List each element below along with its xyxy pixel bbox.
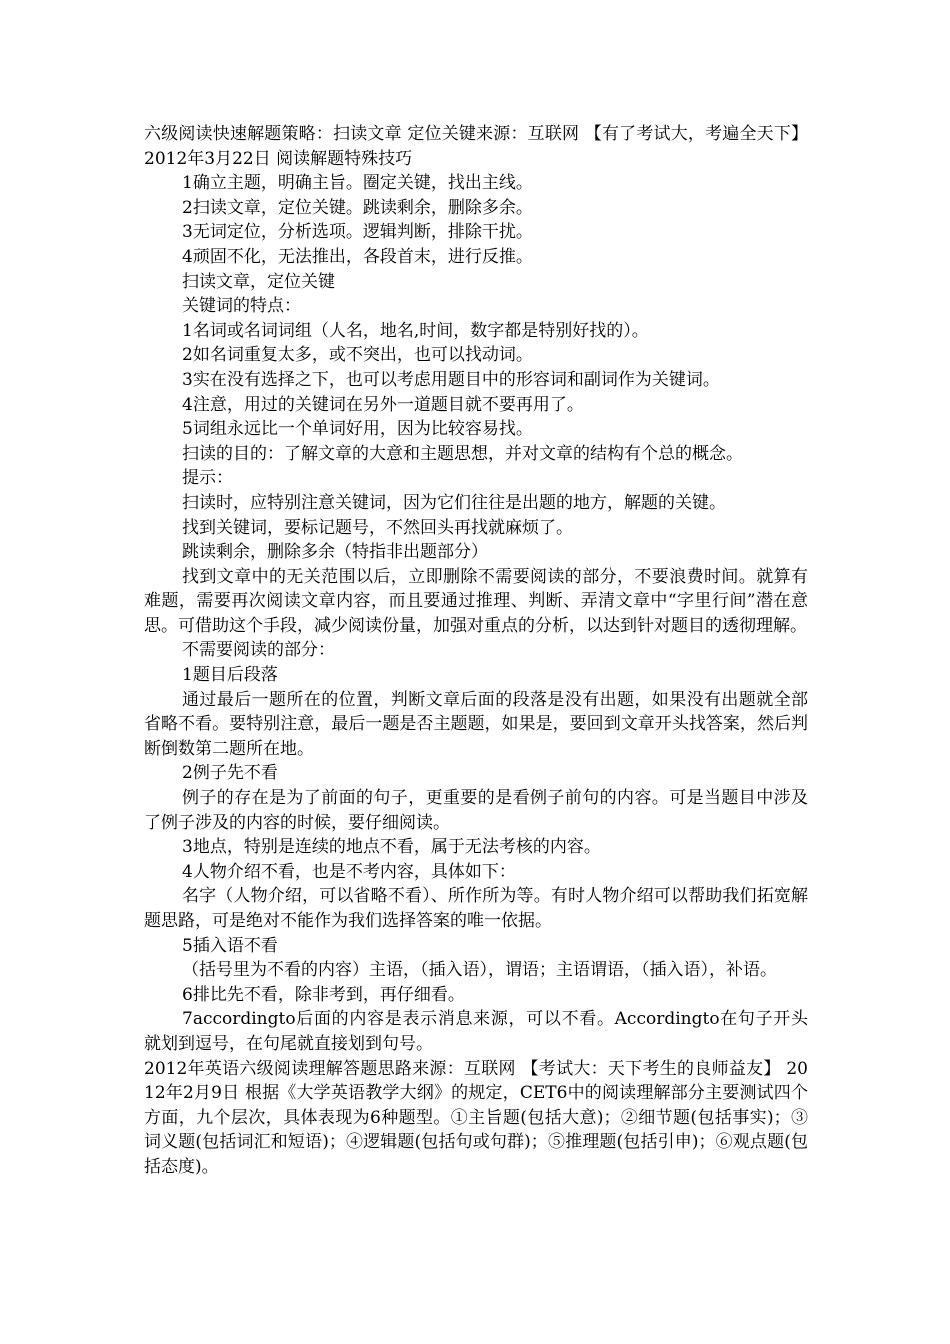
- list-item: 1题目后段落: [182, 665, 278, 686]
- list-item: 6排比先不看，除非考到，再仔细看。: [182, 984, 465, 1005]
- paragraph: （括号里为不看的内容）主语，（插入语），谓语；主语谓语，（插入语），补语。: [182, 960, 777, 981]
- paragraph-article-header: 2012年英语六级阅读理解答题思路来源：互联网 【考试大：天下考生的良师益友】 2012年2月9日 根据《大学英语教学大纲》的规定，CET6中的阅读理解部分主要测试四个方面，九个层次，具体表现为6种题型。①主旨题(包括大意)；②细节题(包括事实)；③词义题(包括词汇和短语)；④逻辑题(包括句或句群)；⑤推理题(包括引申)；⑥观点题(包括态度)。: [144, 1058, 808, 1177]
- paragraph: 1确立主题，明确主旨。圈定关键，找出主线。: [182, 173, 533, 194]
- paragraph: 通过最后一题所在的位置，判断文章后面的段落是没有出题，如果没有出题就全部省略不看。要特别注意，最后一题是否主题题，如果是，要回到文章开头找答案，然后判断倒数第二题所在地。: [144, 689, 808, 759]
- paragraph: 2扫读文章，定位关键。跳读剩余，删除多余。: [182, 197, 533, 218]
- paragraph: 2如名词重复太多，或不突出，也可以找动词。: [182, 345, 533, 366]
- document-body: [144, 122, 808, 1180]
- paragraph: 找到文章中的无关范围以后，立即删除不需要阅读的部分，不要浪费时间。就算有难题，需要再次阅读文章内容，而且要通过推理、判断、弄清文章中“字里行间”潜在意思。可借助这个手段，减少阅读份量，加强对重点的分析，以达到针对题目的透彻理解。: [144, 566, 808, 636]
- paragraph: 找到关键词，要标记题号，不然回头再找就麻烦了。: [182, 517, 573, 538]
- paragraph: 4顽固不化，无法推出，各段首末，进行反推。: [182, 246, 533, 267]
- paragraph: 名字（人物介绍，可以省略不看）、所作所为等。有时人物介绍可以帮助我们拓宽解题思路，可是绝对不能作为我们选择答案的唯一依据。: [144, 886, 808, 931]
- section-heading: 不需要阅读的部分：: [182, 640, 335, 661]
- section-heading: 跳读剩余，删除多余（特指非出题部分）: [182, 542, 488, 563]
- paragraph: 5词组永远比一个单词好用，因为比较容易找。: [182, 419, 533, 440]
- paragraph: 扫读时，应特别注意关键词，因为它们往往是出题的地方，解题的关键。: [182, 492, 726, 513]
- section-heading: 关键词的特点：: [182, 296, 301, 317]
- list-item: 4人物介绍不看，也是不考内容，具体如下：: [182, 861, 516, 882]
- paragraph: 1名词或名词词组（人名，地名,时间，数字都是特别好找的）。: [182, 320, 649, 341]
- paragraph: 3无词定位，分析选项。逻辑判断，排除干扰。: [182, 222, 533, 243]
- paragraph: 3实在没有选择之下，也可以考虑用题目中的形容词和副词作为关键词。: [182, 369, 720, 390]
- section-heading: 扫读文章，定位关键: [182, 271, 335, 292]
- paragraph: 例子的存在是为了前面的句子，更重要的是看例子前句的内容。可是当题目中涉及了例子涉及的内容的时候，要仔细阅读。: [144, 788, 808, 833]
- list-item: 3地点，特别是连续的地点不看，属于无法考核的内容。: [182, 837, 601, 858]
- paragraph: 4注意，用过的关键词在另外一道题目就不要再用了。: [182, 394, 584, 415]
- list-item: 7accordingto后面的内容是表示消息来源，可以不看。Accordingto在句子开头就划到逗号，在句尾就直接划到句号。: [144, 1009, 808, 1054]
- paragraph: 扫读的目的：了解文章的大意和主题思想，并对文章的结构有个总的概念。: [182, 443, 743, 464]
- list-item: 2例子先不看: [182, 763, 278, 784]
- section-heading: 提示：: [182, 468, 233, 489]
- list-item: 5插入语不看: [182, 935, 278, 956]
- paragraph-article-header: 六级阅读快速解题策略：扫读文章 定位关键来源：互联网 【有了考试大，考遍全天下】 2012年3月22日 阅读解题特殊技巧: [144, 124, 808, 169]
